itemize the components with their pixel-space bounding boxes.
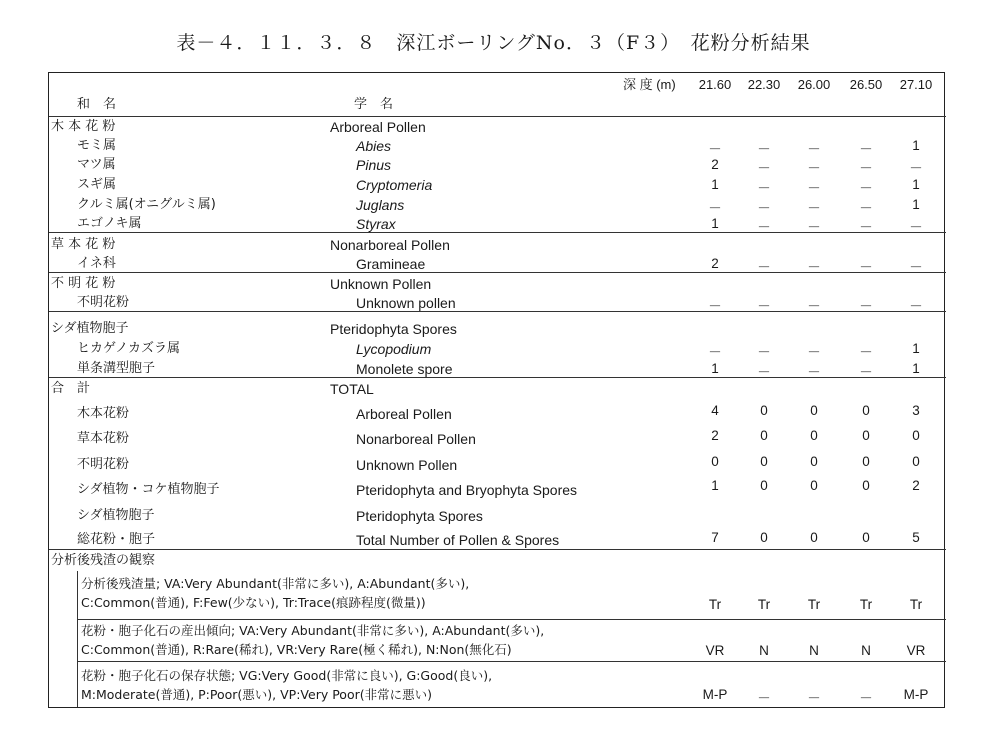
observation-legend-line2: C:Common(普通), R:Rare(稀れ), VR:Very Rare(極く稀れ), N:Non(無化石) (81, 642, 512, 657)
observation-legend-line2: M:Moderate(普通), P:Poor(悪い), VP:Very Poor(非常に悪い) (81, 687, 432, 702)
value-cell: － (757, 181, 771, 196)
depth-header: 26.00 (797, 77, 831, 92)
taxon-name-en: Styrax (356, 216, 396, 232)
value-cell: － (859, 181, 873, 196)
value-cell: － (757, 365, 771, 380)
total-row-ja: 木本花粉 (77, 406, 130, 421)
taxon-name-en: Cryptomeria (356, 177, 433, 193)
observation-heading: 分析後残渣の観察 (51, 553, 156, 568)
value-cell: 2 (711, 157, 719, 172)
group-heading-ja: 不 明 花 粉 (51, 276, 116, 291)
value-cell: 0 (760, 454, 768, 469)
value-cell: － (757, 220, 771, 235)
value-cell: 0 (760, 530, 768, 545)
value-cell: － (807, 161, 821, 176)
table-title: 表－４．１１．３．８ 深江ボーリングNo．３（F３） 花粉分析結果 (176, 32, 811, 54)
value-cell: － (909, 260, 923, 275)
total-row-ja: シダ植物胞子 (77, 508, 155, 523)
value-cell: 0 (862, 454, 870, 469)
value-cell: － (859, 260, 873, 275)
header-rule (49, 116, 946, 117)
total-row-en: Nonarboreal Pollen (356, 431, 476, 447)
value-cell: － (807, 181, 821, 196)
value-cell: － (807, 201, 821, 216)
value-cell: N (861, 643, 871, 658)
observation-legend-line1: 花粉・胞子化石の産出傾向; VA:Very Abundant(非常に多い), A:Abundant(多い), (81, 623, 545, 638)
value-cell: Tr (708, 597, 722, 612)
total-row-en: Total Number of Pollen & Spores (356, 532, 560, 548)
value-cell: M-P (702, 687, 728, 702)
value-cell: Tr (807, 597, 821, 612)
col-scientific-name: 学 名 (354, 97, 394, 112)
value-cell: Tr (757, 597, 771, 612)
value-cell: － (757, 345, 771, 360)
value-cell: － (859, 365, 873, 380)
value-cell: 5 (912, 530, 920, 545)
value-cell: － (757, 299, 771, 314)
value-cell: － (708, 142, 722, 157)
group-heading-en: Pteridophyta Spores (330, 321, 457, 337)
taxon-name-ja: マツ属 (77, 157, 116, 172)
value-cell: － (757, 260, 771, 275)
value-cell: － (708, 299, 722, 314)
total-row-ja: 不明花粉 (77, 457, 130, 472)
col-japanese-name: 和 名 (77, 97, 117, 112)
value-cell: 0 (810, 403, 818, 418)
group-heading-en: Nonarboreal Pollen (330, 237, 450, 253)
value-cell: － (859, 161, 873, 176)
value-cell: － (859, 142, 873, 157)
observation-subrule-2 (77, 661, 946, 662)
total-row-ja: シダ植物・コケ植物胞子 (77, 482, 220, 497)
value-cell: 0 (810, 530, 818, 545)
value-cell: 0 (862, 403, 870, 418)
value-cell: M-P (903, 687, 929, 702)
value-cell: － (807, 299, 821, 314)
value-cell: － (909, 220, 923, 235)
value-cell: 0 (810, 454, 818, 469)
value-cell: 1 (711, 361, 719, 376)
value-cell: － (909, 299, 923, 314)
value-cell: 1 (912, 341, 920, 356)
total-row-en: Unknown Pollen (356, 457, 458, 473)
value-cell: 0 (760, 403, 768, 418)
value-cell: Tr (909, 597, 923, 612)
depth-header: 26.50 (849, 77, 883, 92)
group-heading-en: Arboreal Pollen (330, 119, 426, 135)
value-cell: 0 (912, 454, 920, 469)
value-cell: VR (906, 643, 926, 658)
total-heading-en: TOTAL (330, 381, 374, 397)
taxon-name-ja: 単条溝型胞子 (77, 361, 156, 376)
value-cell: － (859, 201, 873, 216)
observation-legend-line2: C:Common(普通), F:Few(少ない), Tr:Trace(痕跡程度(微量)) (81, 595, 426, 610)
value-cell: － (757, 142, 771, 157)
group-heading-ja: 木 本 花 粉 (51, 119, 116, 134)
value-cell: － (708, 345, 722, 360)
value-cell: 3 (912, 403, 920, 418)
taxon-name-en: Gramineae (356, 256, 426, 272)
value-cell: 1 (711, 177, 719, 192)
value-cell: － (807, 365, 821, 380)
depth-header: 27.10 (899, 77, 933, 92)
total-row-en: Pteridophyta and Bryophyta Spores (356, 482, 578, 498)
taxon-name-en: Unknown pollen (356, 295, 456, 311)
value-cell: 0 (862, 428, 870, 443)
value-cell: 0 (862, 478, 870, 493)
group-heading-ja: シダ植物胞子 (51, 321, 129, 336)
value-cell: 4 (711, 403, 719, 418)
value-cell: － (807, 345, 821, 360)
value-cell: 2 (711, 256, 719, 271)
value-cell: － (909, 161, 923, 176)
observation-legend-line1: 花粉・胞子化石の保存状態; VG:Very Good(非常に良い), G:Good(良い), (81, 668, 493, 683)
taxon-name-ja: モミ属 (77, 138, 117, 153)
value-cell: － (807, 142, 821, 157)
total-heading-ja: 合 計 (51, 381, 91, 396)
value-cell: 0 (862, 530, 870, 545)
taxon-name-en: Lycopodium (356, 341, 432, 357)
value-cell: 1 (912, 138, 920, 153)
taxon-name-ja: ヒカゲノカズラ属 (77, 341, 180, 356)
depth-header: 22.30 (747, 77, 781, 92)
group-heading-ja: 草 本 花 粉 (51, 237, 116, 252)
depth-header: 21.60 (698, 77, 732, 92)
value-cell: 1 (912, 361, 920, 376)
value-cell: － (757, 691, 771, 706)
value-cell: 0 (912, 428, 920, 443)
value-cell: 7 (711, 530, 719, 545)
taxon-name-ja: スギ属 (77, 177, 117, 192)
value-cell: － (859, 299, 873, 314)
observation-subrule-1 (77, 619, 946, 620)
depth-label: 深 度 (m) (623, 77, 676, 92)
value-cell: － (859, 691, 873, 706)
observation-indent-rule (77, 571, 78, 707)
value-cell: － (807, 220, 821, 235)
value-cell: 2 (711, 428, 719, 443)
taxon-name-ja: エゴノキ属 (77, 216, 142, 231)
section-rule-observation (49, 549, 946, 550)
value-cell: 0 (760, 428, 768, 443)
taxon-name-ja: 不明花粉 (77, 295, 130, 310)
value-cell: － (807, 691, 821, 706)
observation-legend-line1: 分析後残渣量; VA:Very Abundant(非常に多い), A:Abundant(多い), (81, 576, 470, 591)
value-cell: 2 (912, 478, 920, 493)
value-cell: Tr (859, 597, 873, 612)
value-cell: 0 (810, 428, 818, 443)
total-row-ja: 草本花粉 (77, 431, 130, 446)
value-cell: － (807, 260, 821, 275)
value-cell: 1 (912, 197, 920, 212)
taxon-name-ja: イネ科 (77, 256, 116, 271)
total-row-ja: 総花粉・胞子 (77, 532, 156, 547)
value-cell: 1 (711, 478, 719, 493)
value-cell: 0 (760, 478, 768, 493)
value-cell: － (757, 201, 771, 216)
taxon-name-en: Pinus (356, 157, 392, 173)
value-cell: VR (705, 643, 725, 658)
value-cell: N (759, 643, 769, 658)
total-row-en: Pteridophyta Spores (356, 508, 483, 524)
taxon-name-ja: クルミ属(オニグルミ属) (77, 197, 216, 212)
taxon-name-en: Abies (356, 138, 392, 154)
taxon-name-en: Monolete spore (356, 361, 453, 377)
group-heading-en: Unknown Pollen (330, 276, 432, 292)
total-row-en: Arboreal Pollen (356, 406, 452, 422)
value-cell: － (859, 220, 873, 235)
value-cell: 0 (810, 478, 818, 493)
taxon-name-en: Juglans (356, 197, 405, 213)
pollen-table (48, 72, 945, 708)
value-cell: － (757, 161, 771, 176)
value-cell: N (809, 643, 819, 658)
value-cell: 1 (711, 216, 719, 231)
value-cell: 0 (711, 454, 719, 469)
value-cell: － (859, 345, 873, 360)
value-cell: － (708, 201, 722, 216)
value-cell: 1 (912, 177, 920, 192)
